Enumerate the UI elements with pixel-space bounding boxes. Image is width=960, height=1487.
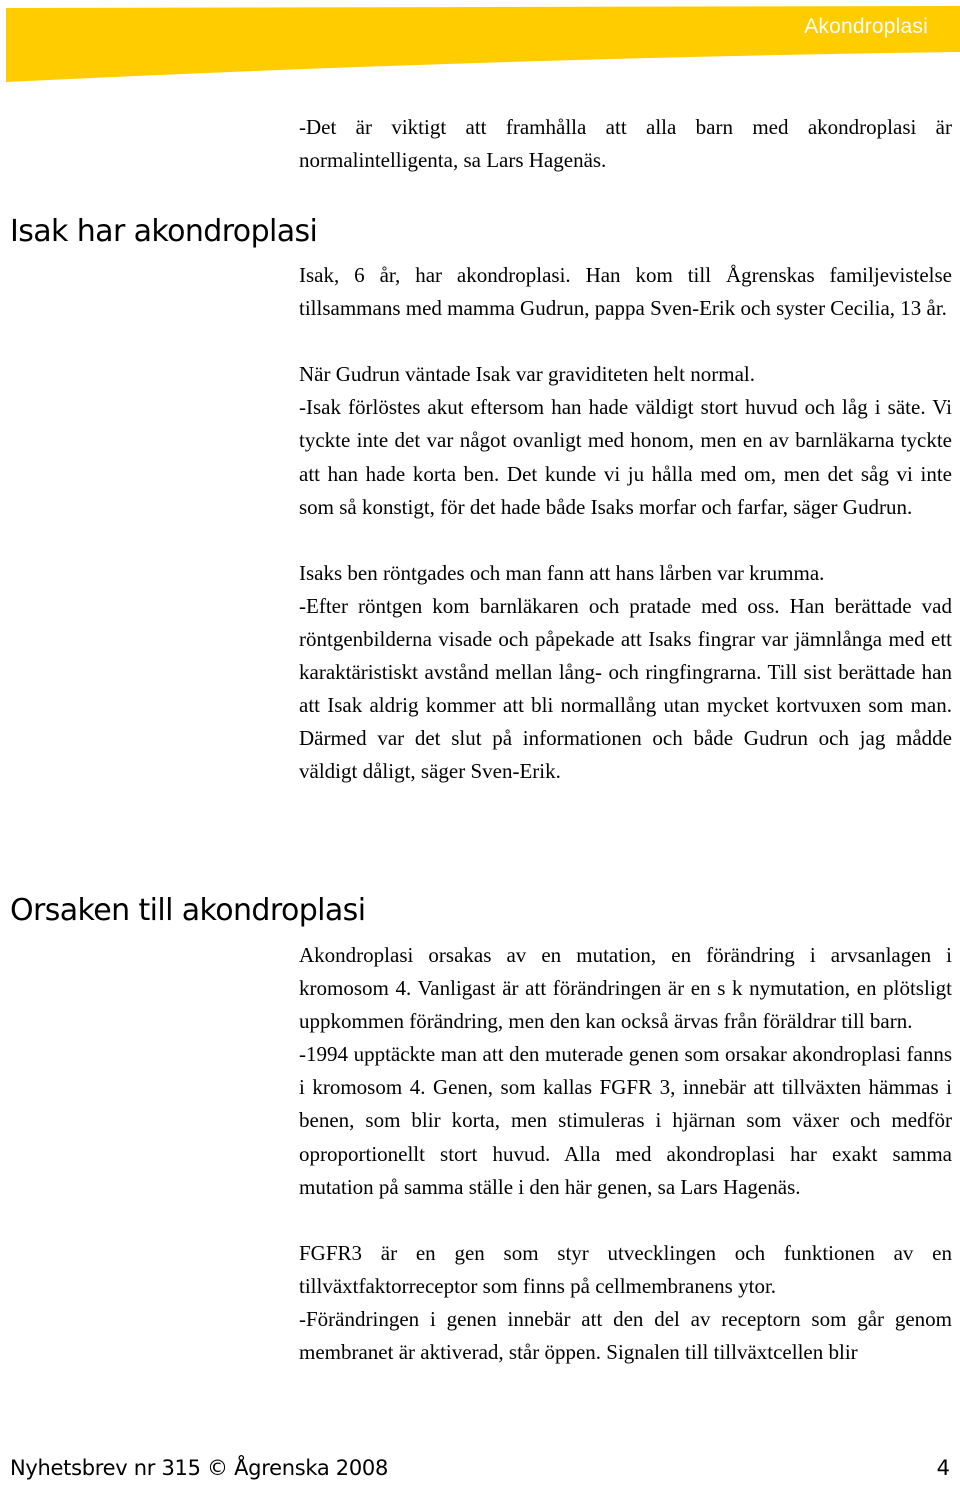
paragraph: När Gudrun väntade Isak var graviditeten helt normal. xyxy=(299,362,756,387)
header-banner xyxy=(0,0,960,86)
footer-credit: Nyhetsbrev nr 315 © Ågrenska 2008 xyxy=(10,1456,389,1480)
paragraph: -Isak förlöstes akut eftersom han hade väldigt stort huvud och låg i säte. Vi tyckte inte det var något ovanligt med honom, men en av barnläkarna tyckte att han hade korta ben. Det kunde vi ju hålla med om, men det såg vi inte som så konstigt, för det hade både Isaks morfar och farfar, säger Gudrun. xyxy=(299,395,952,519)
section-heading-orsaken: Orsaken till akondroplasi xyxy=(10,893,366,928)
paragraph: -1994 upptäckte man att den muterade genen som orsakar akondroplasi fanns i kromosom 4. Genen, som kallas FGFR 3, innebär att tillväxten hämmas i benen, som blir korta, men stimuleras i hjärnan som växer och medför oproportionellt stort huvud. Alla med akondroplasi har exakt samma mutation på samma ställe i den här genen, sa Lars Hagenäs. xyxy=(299,1042,952,1199)
section-isak-body xyxy=(299,259,952,789)
section-heading-isak: Isak har akondroplasi xyxy=(10,214,318,249)
intro-paragraph: -Det är viktigt att framhålla att alla barn med akondroplasi är normalintelligenta, sa Lars Hagenäs. xyxy=(299,115,952,173)
paragraph: Isaks ben röntgades och man fann att hans lårben var krumma. xyxy=(299,560,825,585)
paragraph: Akondroplasi orsakas av en mutation, en förändring i arvsanlagen i kromosom 4. Vanligast är att förändringen är en s k nymutation, en plötsligt uppkommen förändring, men den kan också ärvas från föräldrar till barn. xyxy=(299,943,952,1034)
paragraph: -Förändringen i genen innebär att den del av receptorn som går genom membranet är aktiverad, står öppen. Signalen till tillväxtcellen blir xyxy=(299,1307,952,1365)
section-orsaken-body xyxy=(299,939,952,1369)
paragraph: -Efter röntgen kom barnläkaren och pratade med oss. Han berättade vad röntgenbilderna visade och påpekade att Isaks fingrar var jämnlånga med ett karaktäristiskt avstånd mellan lång- och ringfingrarna. Till sist berättade han att Isak aldrig kommer att bli normallång utan mycket kortvuxen som man. Därmed var det slut på informationen och både Gudrun och jag mådde väldigt dåligt, säger Sven-Erik. xyxy=(299,593,952,784)
page-number: 4 xyxy=(936,1456,950,1480)
header-banner-shape xyxy=(0,0,960,86)
paragraph: Isak, 6 år, har akondroplasi. Han kom till Ågrenskas familjevistelse tillsammans med mamma Gudrun, pappa Sven-Erik och syster Cecilia, 13 år. xyxy=(299,263,952,321)
intro-block xyxy=(299,111,952,177)
header-title: Akondroplasi xyxy=(804,15,928,38)
paragraph: FGFR3 är en gen som styr utvecklingen och funktionen av en tillväxtfaktorreceptor som finns på cellmembranens ytor. xyxy=(299,1240,952,1298)
